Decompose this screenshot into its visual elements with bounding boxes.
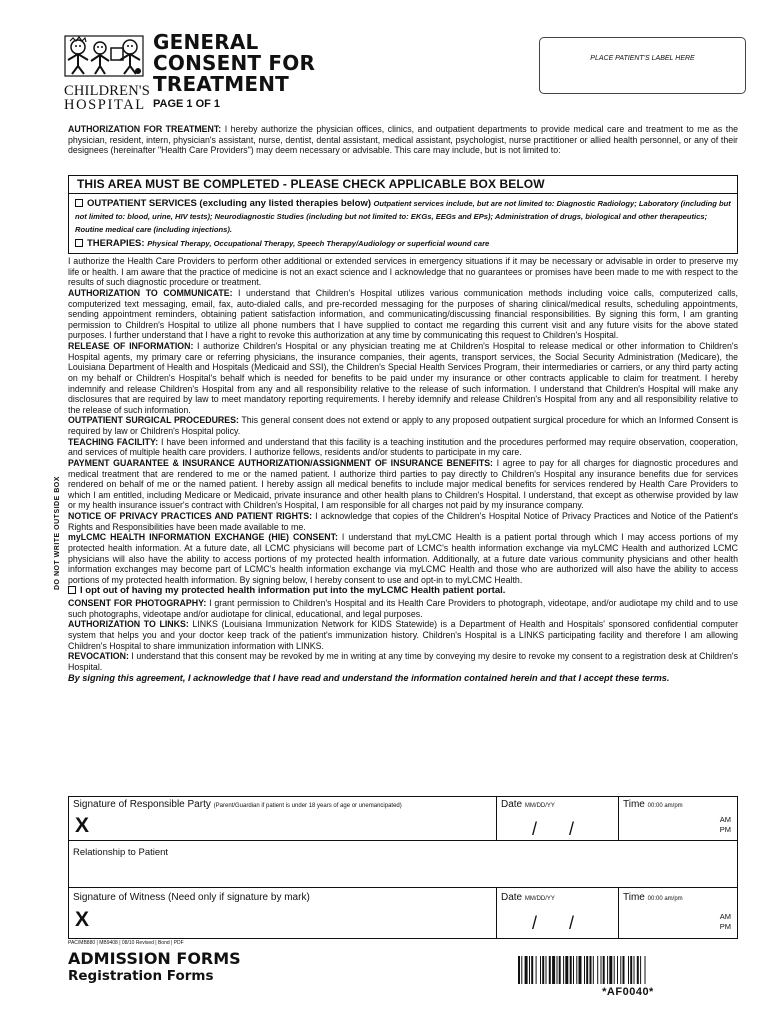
opt-out-option (68, 586, 738, 597)
form-title (153, 32, 315, 95)
side-note: DO NOT WRITE OUTSIDE BOX (54, 476, 61, 590)
witness-time-field[interactable]: Time 00:00 am/pm AM PM (623, 892, 731, 931)
services-box-divider (69, 193, 737, 194)
relationship-row[interactable] (69, 841, 737, 888)
witness-signature-field[interactable]: Signature of Witness (Need only if signature by mark) X (69, 888, 497, 938)
agreement-statement: By signing this agreement, I acknowledge that I have read and understand the information contained herein and that I accept these terms. (68, 673, 670, 684)
relationship-label: Relationship to Patient (73, 847, 169, 858)
therapies-label: THERAPIES: (87, 238, 145, 249)
paragraph: TEACHING FACILITY: I have been informed and understand that this facility is a teaching institution and the procedures performed may require observation, cooperation, and services of multiple health care providers. I authorize fellows, residents and/or students to participate in my care. (68, 436, 738, 458)
title-line3: TREATMENT (153, 72, 290, 96)
paragraph: myLCMC HEALTH INFORMATION EXCHANGE (HIE) CONSENT: I understand that myLCMC Health is a patient portal through which I may access portions of my protected health information. At a future date, all LCMC physicians will become part of LCMC's health information exchange via myLCMC Health and authorized LCMC physicians will also have the ability to access portions of my protected health information. Additionally, at a future date various community physicians and other health information exchanges may become part of LCMC's health information exchange via myLCMC Health and those who are authorized will also have the ability to access portions of my protected health information. By signing below, I hereby consent to use and opt-in to myLCMC Health. (68, 532, 738, 585)
logo-text-line2: HOSPITAL (64, 97, 146, 113)
barcode-icon (518, 956, 738, 984)
auth-treatment-body: I hereby authorize the physician offices, clinics, and outpatient departments to provide medical care and treatment to me as the physician, resident, intern, physician's assistant, nurse, dentist, dental assistant, medical assistant, psychologist, nurse practitioner or allied health personnel, or any of their designees (hereinafter "Health Care Providers") may deem necessary or advisable. This care may include, but is not limited to: (68, 124, 738, 156)
outpatient-services-detail: Outpatient services include, but are not limited to: Diagnostic Radiology; Laboratory (including but not limited to: blood, urine, HIV tests); Neurodiagnostic Studies (including but not limited to: EKGs, EEGs and EPs); Administration of drugs, biological and other therapeutics; Routine medical care (including injections). (75, 199, 731, 234)
therapies-checkbox[interactable] (75, 239, 83, 247)
signature-grid (68, 796, 738, 939)
paragraph: OUTPATIENT SURGICAL PROCEDURES: This general consent does not extend or apply to any proposed outpatient surgical procedure for which an Informed Consent is required by law or Children's Hospital policy. (68, 415, 738, 436)
paragraph: I authorize the Health Care Providers to perform other additional or extended services in emergency situations if it may be necessary or advisable in order to preserve my life or health. I am aware that the practice of medicine is not an exact science and I acknowledge that no guarantees or promises have been made to me with respect to the results of such diagnostic procedure or treatment. (68, 256, 738, 288)
outpatient-services-checkbox[interactable] (75, 199, 83, 207)
witness-x-mark: X (75, 908, 90, 931)
therapies-detail: Physical Therapy, Occupational Therapy, Speech Therapy/Audiology or superficial wound care (147, 239, 490, 248)
auth-treatment-section (68, 124, 738, 156)
childrens-hospital-logo (64, 34, 148, 112)
signature-x-mark: X (75, 814, 90, 837)
title-line2: CONSENT FOR (153, 51, 316, 75)
responsible-signature-field[interactable]: Signature of Responsible Party (Parent/Guardian if patient is under 18 years of age or unemancipated) X (69, 797, 497, 840)
paragraph: CONSENT FOR PHOTOGRAPHY: I grant permission to Children's Hospital and its Health Care Providers to photograph, videotape, and/or audiotape my child and to use such photographs, videotape and/or audiotape for clinical, educational, and legal purposes. (68, 598, 738, 619)
admission-forms-title: ADMISSION FORMS (68, 949, 241, 968)
outpatient-services-label: OUTPATIENT SERVICES (excluding any listed therapies below) (87, 198, 371, 209)
therapies-option (75, 238, 489, 249)
paragraph: NOTICE OF PRIVACY PRACTICES AND PATIENT RIGHTS: I acknowledge that copies of the Children's Hospital Notice of Privacy Practices and Notice of the Patient's Rights and Responsibilities have been made available to me. (68, 511, 738, 532)
witness-date-field[interactable]: Date MM/DD/YY / / (497, 888, 619, 938)
logo-text-line1: CHILDREN'S (64, 83, 150, 99)
form-revision-code: PAC/MB880 | MB9408 | 08/10 Revised | Bond | PDF (68, 940, 184, 946)
consent-body (68, 256, 738, 684)
barcode-text: *AF0040* (602, 986, 654, 998)
opt-out-label: I opt out of having my protected health information put into the myLCMC Health patient portal. (80, 585, 506, 597)
paragraph: AUTHORIZATION TO COMMUNICATE: I understand that Children's Hospital utilizes various communication methods including voice calls, computerized calls, computerized text messaging, email, fax, auto-dialed calls, and pre-recorded messaging for the purposes of sharing clinical/medical results, scheduling appointments, sending appointment reminders, obtaining patient satisfaction information, and communicating/discussing financial responsibilities. By signing this form, I am granting permission to Children's Hospital to utilize all phone numbers that I have supplied to contact me regarding this current visit and any future visits for the above stated purposes. I further understand that I have a right to revoke this authorization at any time by communicating this request to Children's Hospital. (68, 287, 739, 341)
witness-signature-row (69, 888, 737, 938)
auth-treatment-heading: AUTHORIZATION FOR TREATMENT: (68, 124, 222, 134)
opt-out-checkbox[interactable] (68, 586, 76, 594)
responsible-date-field[interactable]: Date MM/DD/YY / / (497, 797, 619, 840)
responsible-time-field[interactable]: Time 00:00 am/pm AM PM (623, 799, 731, 834)
outpatient-services-option (75, 197, 731, 236)
page-number: PAGE 1 OF 1 (153, 98, 221, 110)
childrens-figures-icon (64, 34, 144, 78)
services-checkbox-box (68, 175, 738, 254)
title-line1: GENERAL (153, 30, 259, 54)
paragraph: AUTHORIZATION TO LINKS: LINKS (Louisiana Immunization Network for KIDS Statewide) is a Department of Health and Hospitals' sponsored confidential computer system that helps you and your doctor keep track of the patient's immunization history. Children's Hospital is a LINKS participating facility and therefore I am allowing Children's Hospital to share immunization information with LINKS. (68, 619, 738, 651)
patient-label-box (539, 37, 746, 94)
services-box-title: THIS AREA MUST BE COMPLETED - PLEASE CHECK APPLICABLE BOX BELOW (77, 177, 545, 191)
registration-forms-subtitle: Registration Forms (68, 968, 214, 984)
paragraph: PAYMENT GUARANTEE & INSURANCE AUTHORIZATION/ASSIGNMENT OF INSURANCE BENEFITS: I agree to pay for all charges for diagnostic procedures and medical treatment that are rendered to me or the named patient. I authorize third parties to pay directly to Children's Hospital any insurance benefits due for services rendered on behalf of me or the named patient. I hereby assign all medical benefits to include major medical benefits for services rendered by Health Care Providers to which I am entitled, including Medicare or Medicaid, private insurance and other health plans to Children's Hospital. I understand, that except as otherwise provided by law or my health insurance issuer's contract with Children's Hospital, I am responsible for all charges not paid by my insurance company. (68, 457, 739, 511)
paragraph: RELEASE OF INFORMATION: I authorize Children's Hospital or any physician treating me at Children's Hospital to release medical or other information to Children's Hospital agents, my primary care or referring physicians, the insurance companies, their agents, transport services, the Social Security Administration (Medicare), the Louisiana Department of Health and Hospitals (Medicaid and SSI), the Children's Special Health Services Program, their intermediaries or carriers, or any third party acting on my behalf or Children's Hospital's behalf which is needed for benefits to be paid under my insurance or other contracts applicable to claim for treatment. I hereby indemnify and release Children's Hospital from any and all responsibility relative to the release of such information. I understand that Children's Hospital will make any disclosures that are required by law to meet mandatory reporting requirements. I hereby idemnify and release Children's Hospital from any and all responsibility relative to the release of such information. (68, 341, 738, 415)
responsible-signature-row (69, 797, 737, 841)
patient-label-text: PLACE PATIENT'S LABEL HERE (590, 55, 695, 62)
paragraph: REVOCATION: I understand that this consent may be revoked by me in writing at any time by conveying my desire to revoke my consent to a registration desk at Children's Hospital. (68, 651, 738, 672)
